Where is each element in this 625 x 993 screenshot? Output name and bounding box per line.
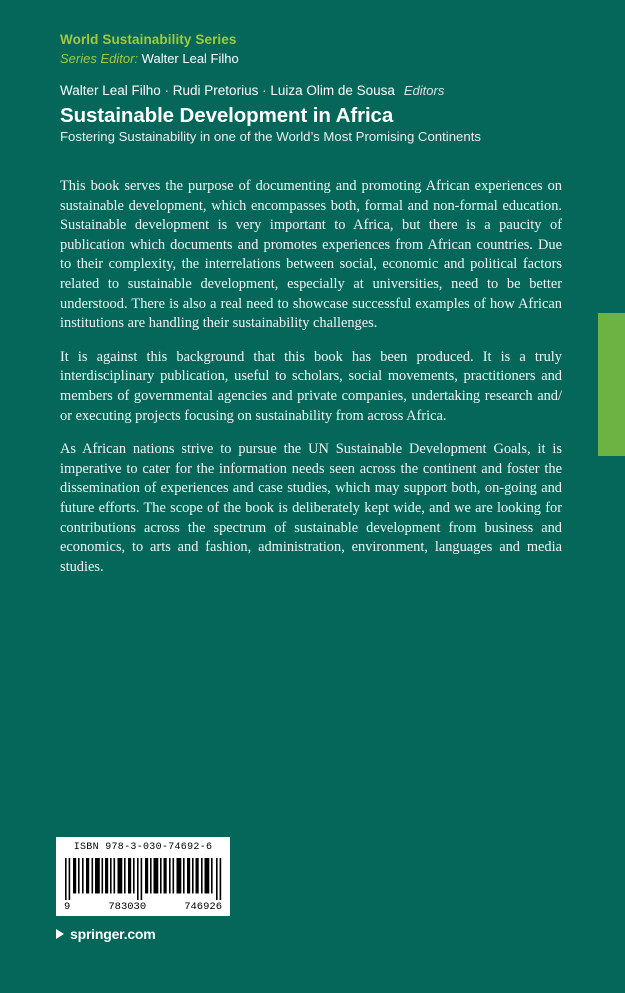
ean-right-group: 746926 [184,901,222,913]
series-editor-line [60,50,580,68]
play-triangle-icon [56,929,64,939]
ean-lead-digit: 9 [64,901,71,913]
series-block [60,31,580,68]
page-title: Sustainable Development in Africa [60,104,394,127]
barcode-bars [63,858,223,900]
ean-digits [63,901,223,913]
isbn-number: ISBN 978-3-030-74692-6 [73,842,213,853]
ean-left-group: 783030 [108,901,147,913]
blurb-text [60,177,562,577]
isbn-barcode [56,837,230,916]
series-editor-name: Walter Leal Filho [141,51,239,66]
editors-role-label: Editors [403,83,445,98]
springer-link[interactable] [56,926,156,942]
editor-names: Walter Leal Filho · Rudi Pretorius · Luiza Olim de Sousa [60,83,395,98]
series-title: World Sustainability Series [60,32,237,47]
blurb-paragraph: This book serves the purpose of documenting and promoting African experiences on sustainable development, which encompasses both, formal and non-formal education. Sustainable development is very important to Africa, but there is a paucity of publication which documents and promotes experiences from African countries. Due to their complexity, the interrelations between social, economic and political factors related to sustainable development, especially at universities, need to be better understood. There is also a real need to showcase successful examples of how African institutions are handling their sustainability challenges. [60,178,562,332]
page-subtitle: Fostering Sustainability in one of the World’s Most Promising Continents [60,129,481,144]
springer-domain: springer.com [70,926,156,942]
series-editor-label: Series Editor: [60,51,139,66]
blurb-paragraph: As African nations strive to pursue the UN Sustainable Development Goals, it is imperative to cater for the information needs seen across the continent and foster the dissemination of experiences and case studies, which may support both, on-going and future efforts. The scope of the book is deliberately kept wide, and we are looking for contributions across the spectrum of sustainable development from business and economics, to arts and fashion, administration, environment, languages and media studies. [60,441,562,575]
accent-bar [598,313,625,456]
blurb-paragraph: It is against this background that this book has been produced. It is a truly interdisciplinary publication, useful to scholars, social movements, practitioners and members of governmental agencies and private companies, undertaking research and/ or executing projects focusing on sustainability from across Africa. [60,348,562,424]
editors-byline [60,82,444,100]
